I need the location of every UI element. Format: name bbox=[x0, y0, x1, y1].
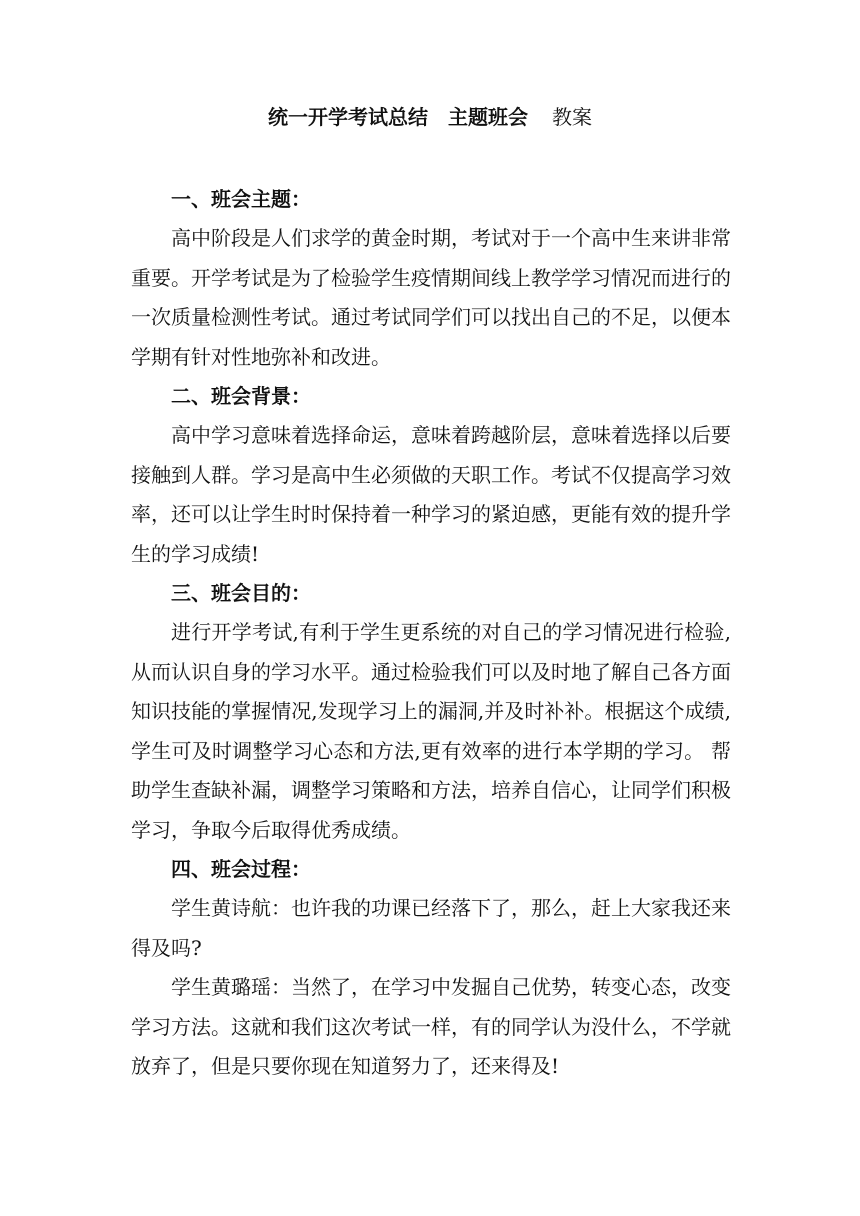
section-paragraph-theme: 高中阶段是人们求学的黄金时期，考试对于一个高中生来讲非常重要。开学考试是为了检验学生疫情期间线上教学学习情况而进行的一次质量检测性考试。通过考试同学们可以找出自己的不足，以便本学期有针对性地弥补和改进。 bbox=[131, 226, 731, 369]
section-paragraph-process-1: 学生黄诗航：也许我的功课已经落下了，那么，赶上大家我还来得及吗? bbox=[131, 896, 731, 960]
section-heading-process: 四、班会过程： bbox=[171, 856, 311, 881]
section-paragraph-purpose: 进行开学考试,有利于学生更系统的对自己的学习情况进行检验,从而认识自身的学习水平。通过检验我们可以及时地了解自己各方面知识技能的掌握情况,发现学习上的漏洞,并及时补补。根据这个成绩,学生可及时调整学习心态和方法,更有效率的进行本学期的学习。 帮助学生查缺补漏，调整学习策略和方法，培养自信心，让同学们积极学习，争取今后取得优秀成绩。 bbox=[131, 620, 731, 842]
document-title bbox=[0, 100, 860, 134]
title-tail: 教案 bbox=[552, 105, 592, 129]
section-heading-background: 二、班会背景： bbox=[171, 384, 311, 409]
title-main: 统一开学考试总结 主题班会 bbox=[268, 105, 528, 129]
section-heading-theme: 一、班会主题： bbox=[171, 187, 311, 211]
section-paragraph-process-2: 学生黄璐瑶：当然了，在学习中发掘自己优势，转变心态，改变学习方法。这就和我们这次考试一样，有的同学认为没什么，不学就放弃了，但是只要你现在知道努力了，还来得及! bbox=[131, 975, 731, 1078]
section-paragraph-background: 高中学习意味着选择命运，意味着跨越阶层，意味着选择以后要接触到人群。学习是高中生必须做的天职工作。考试不仅提高学习效率，还可以让学生时时保持着一种学习的紧迫感，更能有效的提升学生的学习成绩! bbox=[131, 423, 731, 566]
section-heading-purpose: 三、班会目的： bbox=[171, 581, 311, 606]
document-body bbox=[131, 180, 731, 1086]
